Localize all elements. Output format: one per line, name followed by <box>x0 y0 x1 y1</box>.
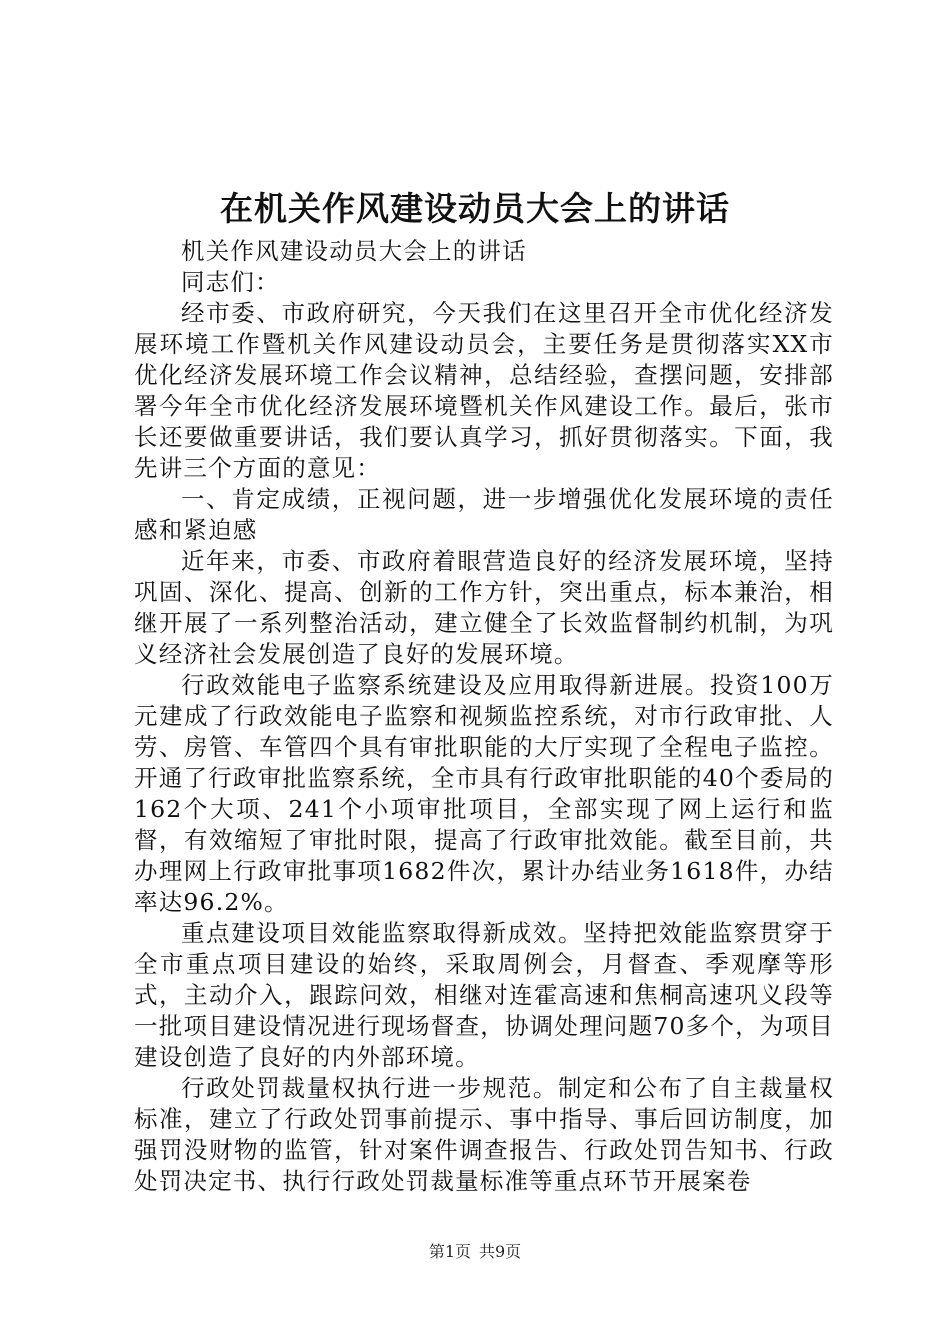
document-body <box>134 236 834 1197</box>
paragraph-subtitle: 机关作风建设动员大会上的讲话 <box>181 237 527 265</box>
paragraph: 行政效能电子监察系统建设及应用取得新进展。投资100万元建成了行政效能电子监察和视频监控系统，对市行政审批、人劳、房管、车管四个具有审批职能的大厅实现了全程电子监控。开通了行政审批监察系统，全市具有行政审批职能的40个委局的162个大项、241个小项审批项目，全部实现了网上运行和监督，有效缩短了审批时限，提高了行政审批效能。截至目前，共办理网上行政审批事项1682件次，累计办结业务1618件，办结率达96.2%。 <box>134 671 834 916</box>
paragraph-salutation: 同志们： <box>181 268 280 296</box>
paragraph: 行政处罚裁量权执行进一步规范。制定和公布了自主裁量权标准，建立了行政处罚事前提示、事中指导、事后回访制度，加强罚没财物的监管，针对案件调查报告、行政处罚告知书、行政处罚决定书、执行行政处罚裁量标准等重点环节开展案卷 <box>134 1074 834 1195</box>
page-number: 第1页 <box>428 1242 471 1261</box>
document-title: 在机关作风建设动员大会上的讲话 <box>220 189 730 228</box>
paragraph: 重点建设项目效能监察取得新成效。坚持把效能监察贯穿于全市重点项目建设的始终，采取周例会，月督查、季观摩等形式，主动介入，跟踪问效，相继对连霍高速和焦桐高速巩义段等一批项目建设情况进行现场督查，协调处理问题70多个，为项目建设创造了良好的内外部环境。 <box>134 919 834 1071</box>
page-footer <box>0 1242 950 1262</box>
paragraph: 经市委、市政府研究，今天我们在这里召开全市优化经济发展环境工作暨机关作风建设动员会，主要任务是贯彻落实XX市优化经济发展环境工作会议精神，总结经验，查摆问题，安排部署今年全市优化经济发展环境暨机关作风建设工作。最后，张市长还要做重要讲话，我们要认真学习，抓好贯彻落实。下面，我先讲三个方面的意见： <box>134 299 834 482</box>
section-heading: 一、肯定成绩，正视问题，进一步增强优化发展环境的责任感和紧迫感 <box>134 485 834 544</box>
page-total: 共9页 <box>479 1242 522 1261</box>
paragraph: 近年来，市委、市政府着眼营造良好的经济发展环境，坚持巩固、深化、提高、创新的工作方针，突出重点，标本兼治，相继开展了一系列整治活动，建立健全了长效监督制约机制，为巩义经济社会发展创造了良好的发展环境。 <box>134 547 834 668</box>
